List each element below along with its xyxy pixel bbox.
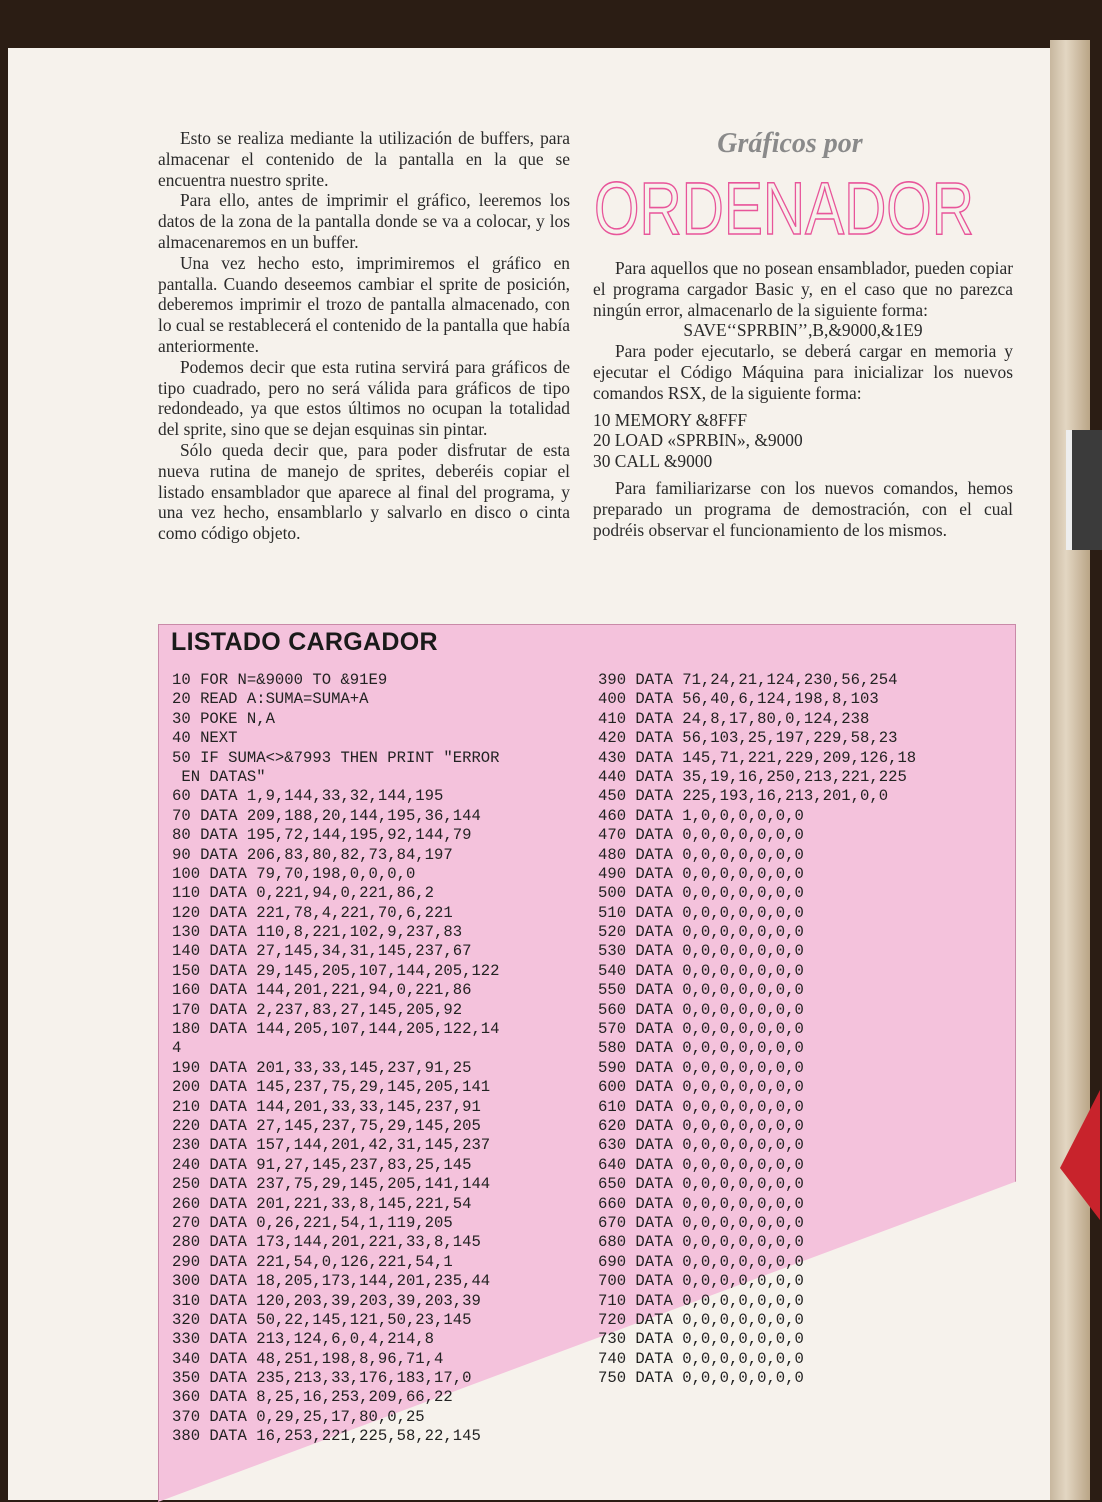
code-line: 310 DATA 120,203,39,203,39,203,39 (172, 1291, 481, 1310)
code-line: 540 DATA 0,0,0,0,0,0,0 (598, 961, 804, 980)
code-line: 750 DATA 0,0,0,0,0,0,0 (598, 1369, 804, 1388)
paragraph: Sólo queda decir que, para poder disfrutar de esta nueva rutina de manejo de sprites, deberéis copiar el listado ensamblador que aparece al final del programa, y una vez hecho, ensamblarlo y salvarlo en disco o cinta como código objeto. (158, 439, 570, 544)
code-line: 480 DATA 0,0,0,0,0,0,0 (598, 845, 804, 864)
paragraph: Para aquellos que no posean ensamblador, pueden copiar el programa cargador Basic y, en el caso que no parezca ningún error, almacenarlo de la siguiente forma: (593, 258, 1013, 320)
code-line: 580 DATA 0,0,0,0,0,0,0 (598, 1039, 804, 1058)
code-line: 370 DATA 0,29,25,17,80,0,25 (172, 1407, 425, 1426)
edge-graphic-dark (1066, 430, 1102, 550)
code-line: 560 DATA 0,0,0,0,0,0,0 (598, 1000, 804, 1019)
code-line: 160 DATA 144,201,221,94,0,221,86 (172, 981, 472, 1000)
code-line: 410 DATA 24,8,17,80,0,124,238 (598, 709, 870, 728)
code-line: 250 DATA 237,75,29,145,205,141,144 (172, 1175, 491, 1194)
code-line: 10 FOR N=&9000 TO &91E9 (172, 671, 388, 689)
code-line: 520 DATA 0,0,0,0,0,0,0 (598, 923, 804, 942)
code-line: 30 POKE N,A (172, 709, 275, 728)
paragraph: Para ello, antes de imprimir el gráfico, leeremos los datos de la zona de la pantalla donde se va a colocar, y los almacenaremos en un buffer. (158, 190, 570, 252)
code-line: 130 DATA 110,8,221,102,9,237,83 (172, 923, 463, 942)
code-line: 360 DATA 8,25,16,253,209,66,22 (172, 1388, 453, 1407)
code-line: 150 DATA 29,145,205,107,144,205,122 (172, 961, 500, 980)
code-line: 280 DATA 173,144,201,221,33,8,145 (172, 1233, 481, 1252)
code-line: EN DATAS" (172, 767, 266, 786)
listing-code-left (172, 671, 500, 1447)
section-title (592, 168, 977, 248)
paragraph: Una vez hecho esto, imprimiremos el gráfico en pantalla. Cuando deseemos cambiar el sprite de posición, deberemos imprimir el trozo de pantalla almacenado, con lo cual se restablecerá el contenido de la pantalla que había anteriormente. (158, 252, 570, 356)
code-line: 730 DATA 0,0,0,0,0,0,0 (598, 1330, 804, 1349)
code-line: 670 DATA 0,0,0,0,0,0,0 (598, 1213, 804, 1232)
command-line: 20 LOAD «SPRBIN», &9000 (593, 430, 803, 451)
code-line: 180 DATA 144,205,107,144,205,122,14 (172, 1020, 500, 1039)
code-line: 610 DATA 0,0,0,0,0,0,0 (598, 1097, 804, 1116)
left-article-column (158, 128, 570, 544)
code-line: 350 DATA 235,213,33,176,183,17,0 (172, 1369, 472, 1388)
code-line: 720 DATA 0,0,0,0,0,0,0 (598, 1310, 804, 1329)
code-line: 330 DATA 213,124,6,0,4,214,8 (172, 1330, 435, 1349)
code-line: 680 DATA 0,0,0,0,0,0,0 (598, 1233, 804, 1252)
code-line: 700 DATA 0,0,0,0,0,0,0 (598, 1272, 804, 1291)
code-line: 120 DATA 221,78,4,221,70,6,221 (172, 903, 453, 922)
paragraph: Para poder ejecutarlo, se deberá cargar en memoria y ejecutar el Código Máquina para inicializar los nuevos comandos RSX, de la siguiente forma: (593, 341, 1013, 403)
paragraph: Para familiarizarse con los nuevos comandos, hemos preparado un programa de demostración, con el cual podréis observar el funcionamiento de los mismos. (593, 477, 1013, 540)
code-line: 620 DATA 0,0,0,0,0,0,0 (598, 1116, 804, 1135)
code-line: 210 DATA 144,201,33,33,145,237,91 (172, 1097, 481, 1116)
code-line: 4 (172, 1039, 182, 1058)
paragraph: Esto se realiza mediante la utilización de buffers, para almacenar el contenido de la pantalla en la que se encuentra nuestro sprite. (158, 128, 570, 190)
adjacent-page-edge (1050, 40, 1090, 1500)
code-line: 200 DATA 145,237,75,29,145,205,141 (172, 1078, 491, 1097)
code-line: 70 DATA 209,188,20,144,195,36,144 (172, 806, 481, 825)
code-line: 500 DATA 0,0,0,0,0,0,0 (598, 884, 804, 903)
code-line: 140 DATA 27,145,34,31,145,237,67 (172, 942, 472, 961)
code-line: 650 DATA 0,0,0,0,0,0,0 (598, 1175, 804, 1194)
code-line: 50 IF SUMA<>&7993 THEN PRINT "ERROR (172, 748, 500, 767)
code-line: 170 DATA 2,237,83,27,145,205,92 (172, 1000, 463, 1019)
code-line: 340 DATA 48,251,198,8,96,71,4 (172, 1349, 444, 1368)
code-line: 260 DATA 201,221,33,8,145,221,54 (172, 1194, 472, 1213)
code-line: 60 DATA 1,9,144,33,32,144,195 (172, 787, 444, 806)
code-line: 570 DATA 0,0,0,0,0,0,0 (598, 1020, 804, 1039)
listing-title: LISTADO CARGADOR (171, 628, 438, 656)
code-line: 300 DATA 18,205,173,144,201,235,44 (172, 1272, 491, 1291)
code-line: 90 DATA 206,83,80,82,73,84,197 (172, 845, 453, 864)
code-line: 110 DATA 0,221,94,0,221,86,2 (172, 884, 435, 903)
code-line: 40 NEXT (172, 729, 238, 748)
code-line: 530 DATA 0,0,0,0,0,0,0 (598, 942, 804, 961)
code-line: 600 DATA 0,0,0,0,0,0,0 (598, 1078, 804, 1097)
code-line: 440 DATA 35,19,16,250,213,221,225 (598, 767, 907, 786)
code-line: 460 DATA 1,0,0,0,0,0,0 (598, 806, 804, 825)
code-line: 690 DATA 0,0,0,0,0,0,0 (598, 1252, 804, 1271)
command-line: 10 MEMORY &8FFF (593, 409, 747, 430)
paragraph: Podemos decir que esta rutina servirá para gráficos de tipo cuadrado, pero no será válida para gráficos de tipo redondeado, ya que estos últimos no ocupan la totalidad del sprite, sino que se dejan esquinas sin pintar. (158, 356, 570, 440)
code-line: 470 DATA 0,0,0,0,0,0,0 (598, 826, 804, 845)
code-line: 190 DATA 201,33,33,145,237,91,25 (172, 1058, 472, 1077)
code-line: 430 DATA 145,71,221,229,209,126,18 (598, 748, 917, 767)
code-line: 240 DATA 91,27,145,237,83,25,145 (172, 1155, 472, 1174)
code-line: 320 DATA 50,22,145,121,50,23,145 (172, 1310, 472, 1329)
right-article-column (593, 258, 1013, 540)
code-line: 100 DATA 79,70,198,0,0,0,0 (172, 864, 416, 883)
code-line: 640 DATA 0,0,0,0,0,0,0 (598, 1155, 804, 1174)
code-line: 740 DATA 0,0,0,0,0,0,0 (598, 1349, 804, 1368)
code-line: 550 DATA 0,0,0,0,0,0,0 (598, 981, 804, 1000)
code-line: 490 DATA 0,0,0,0,0,0,0 (598, 864, 804, 883)
code-line: 220 DATA 27,145,237,75,29,145,205 (172, 1116, 481, 1135)
command-line: 30 CALL &9000 (593, 451, 713, 472)
code-line: 390 DATA 71,24,21,124,230,56,254 (598, 671, 898, 689)
code-line: 660 DATA 0,0,0,0,0,0,0 (598, 1194, 804, 1213)
code-line: 290 DATA 221,54,0,126,221,54,1 (172, 1252, 453, 1271)
section-title-text: ORDENADOR (594, 167, 974, 250)
code-line: 20 READ A:SUMA=SUMA+A (172, 690, 369, 709)
code-line: 80 DATA 195,72,144,195,92,144,79 (172, 826, 472, 845)
code-line: 450 DATA 225,193,16,213,201,0,0 (598, 787, 889, 806)
code-line: 270 DATA 0,26,221,54,1,119,205 (172, 1213, 453, 1232)
code-line: 510 DATA 0,0,0,0,0,0,0 (598, 903, 804, 922)
code-line: 420 DATA 56,103,25,197,229,58,23 (598, 729, 898, 748)
code-line: 710 DATA 0,0,0,0,0,0,0 (598, 1291, 804, 1310)
code-line: 230 DATA 157,144,201,42,31,145,237 (172, 1136, 491, 1155)
save-command: SAVE‘‘SPRBIN’’,B,&9000,&1E9 (683, 320, 923, 341)
listing-code-right (598, 671, 916, 1388)
code-line: 380 DATA 16,253,221,225,58,22,145 (172, 1427, 481, 1446)
code-line: 590 DATA 0,0,0,0,0,0,0 (598, 1058, 804, 1077)
section-kicker: Gráficos por (717, 128, 863, 159)
code-line: 400 DATA 56,40,6,124,198,8,103 (598, 690, 879, 709)
code-line: 630 DATA 0,0,0,0,0,0,0 (598, 1136, 804, 1155)
